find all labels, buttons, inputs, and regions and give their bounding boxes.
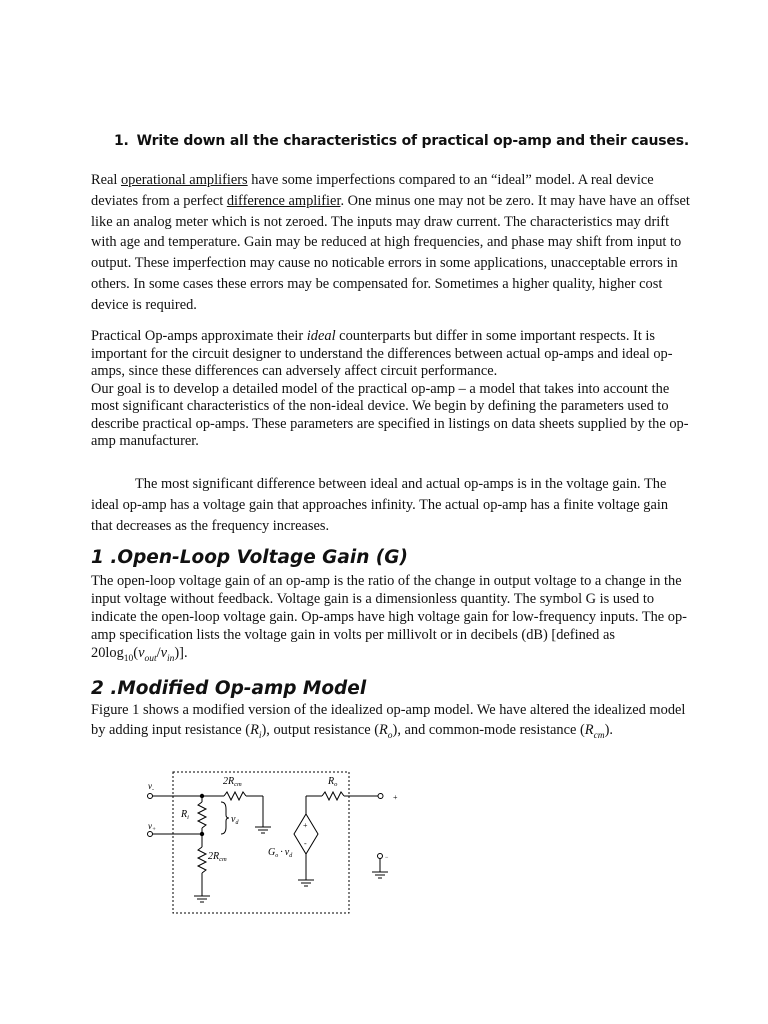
label-gain-term: $G_o \cdot v_d$ (268, 847, 293, 859)
resistor-ri (198, 802, 206, 828)
text-run: )]. (174, 645, 188, 661)
junction-dot (200, 832, 204, 836)
symbol-r: R (250, 722, 259, 738)
link-difference-amplifier[interactable]: difference amplifier (226, 192, 341, 209)
opamp-model-figure (140, 762, 410, 927)
text-run: Practical Op-amps approximate their (91, 328, 307, 344)
emphasis-ideal: ideal (306, 328, 336, 344)
symbol-r: R (379, 722, 388, 738)
question-number: 1. (114, 133, 129, 149)
intro-paragraph-3 (91, 474, 691, 537)
label-v-minus: $v_-$ (148, 781, 154, 793)
label-vd: $v_d$ (231, 814, 239, 826)
text-run: / (156, 645, 161, 661)
label-2rcm-top: $2R_{cm}$ (223, 776, 242, 788)
circuit-diagram (140, 762, 410, 922)
dependent-voltage-source (294, 814, 318, 854)
text-run: The open-loop voltage gain of an op-amp is the ratio of the change in output voltage to a change in the input voltage without feedback. Voltage gain is a dimensionless quantity. The symbol G is used to indicate the open-loop voltage gain. Op-amps have high voltage gain for low-frequency inputs. The op-amp specification lists the voltage gain in volts per millivolt or in decibels (dB) [defined as 20log (91, 573, 687, 661)
text-run: have some imperfections compared to an “ideal” model. A real device deviates from a perfect (91, 172, 654, 209)
symbol-v: v (138, 645, 145, 661)
link-operational-amplifiers[interactable]: operational amplifiers (120, 172, 248, 188)
intro-paragraph-2 (91, 328, 691, 451)
text-run: ), and common-mode resistance ( (392, 722, 585, 738)
text-run: ), output resistance ( (261, 722, 379, 738)
intro-paragraph-1 (91, 170, 691, 316)
section1-paragraph (91, 572, 691, 662)
subscript: out (144, 653, 157, 664)
text-run: Figure 1 shows a modified version of the idealized op-amp model. We have altered the idealized model by adding input resistance ( (91, 702, 686, 738)
section-heading-modified-model: 2 .Modified Op-amp Model (91, 678, 367, 699)
question-heading (114, 133, 714, 149)
source-plus-sign: + (303, 821, 308, 830)
symbol-v: v (160, 645, 167, 661)
question-text: Write down all the characteristics of practical op-amp and their causes. (136, 133, 689, 149)
v-minus-terminal (148, 794, 153, 799)
section-heading-open-loop-gain: 1 .Open-Loop Voltage Gain (G) (91, 547, 408, 568)
subscript: in (167, 653, 175, 664)
label-ri: $R_i$ (181, 809, 189, 821)
label-2rcm-bottom: $2R_{cm}$ (208, 851, 227, 863)
text-run: counterparts but differ in some important respects. It is important for the circuit designer to understand the differences between actual op-amps and ideal op-amps, since these differences can adversely affect circuit performance. (91, 328, 673, 379)
symbol-r: R (584, 722, 594, 738)
subscript: o (387, 730, 393, 741)
output-terminal (378, 794, 383, 799)
junction-dot (200, 794, 204, 798)
text-run: . One minus one may not be zero. It may have have an offset like an analog meter which is not zeroed. The inputs may draw current. The characteristics may drift with age and temperature. Gain may be reduced at high frequencies, and phase may shift from input to output. These imperfection may cause no noticable errors in some applications, unacceptable errors in others. In some cases these errors may be compensated for. Sometimes a higher quality, higher cost device is required. (91, 192, 690, 313)
resistor-ro (322, 792, 344, 800)
subscript: 10 (123, 653, 134, 664)
model-boundary (173, 772, 349, 913)
source-minus-sign: - (304, 839, 307, 848)
text-run: Real (91, 172, 121, 188)
resistor-2rcm-top (224, 792, 246, 800)
resistor-2rcm-bottom (198, 847, 206, 873)
label-ro: $R_o$ (328, 776, 338, 788)
text-run: Our goal is to develop a detailed model of the practical op-amp – a model that takes into account the most significant characteristics of the non-ideal device. We begin by defining the parameters used to describe practical op-amps. These parameters are specified in listings on data sheets supplied by the op-amp manufacturer. (91, 380, 689, 449)
vd-bracket (221, 802, 229, 834)
text-run: ). (604, 722, 614, 738)
subscript: cm (593, 730, 605, 741)
label-v-plus: $v_+$ (148, 821, 157, 833)
output-plus-sign: + (393, 793, 398, 802)
section2-paragraph (91, 700, 691, 740)
output-ground-terminal (378, 854, 383, 859)
subscript: i (258, 730, 262, 741)
text-run: The most significant difference between ideal and actual op-amps is in the voltage gain. The ideal op-amp has a voltage gain that approaches infinity. The actual op-amp has a finite voltage gain that decreases as the frequency increases. (91, 476, 669, 534)
output-minus-sign: − (385, 855, 389, 861)
text-run: ( (133, 645, 139, 661)
